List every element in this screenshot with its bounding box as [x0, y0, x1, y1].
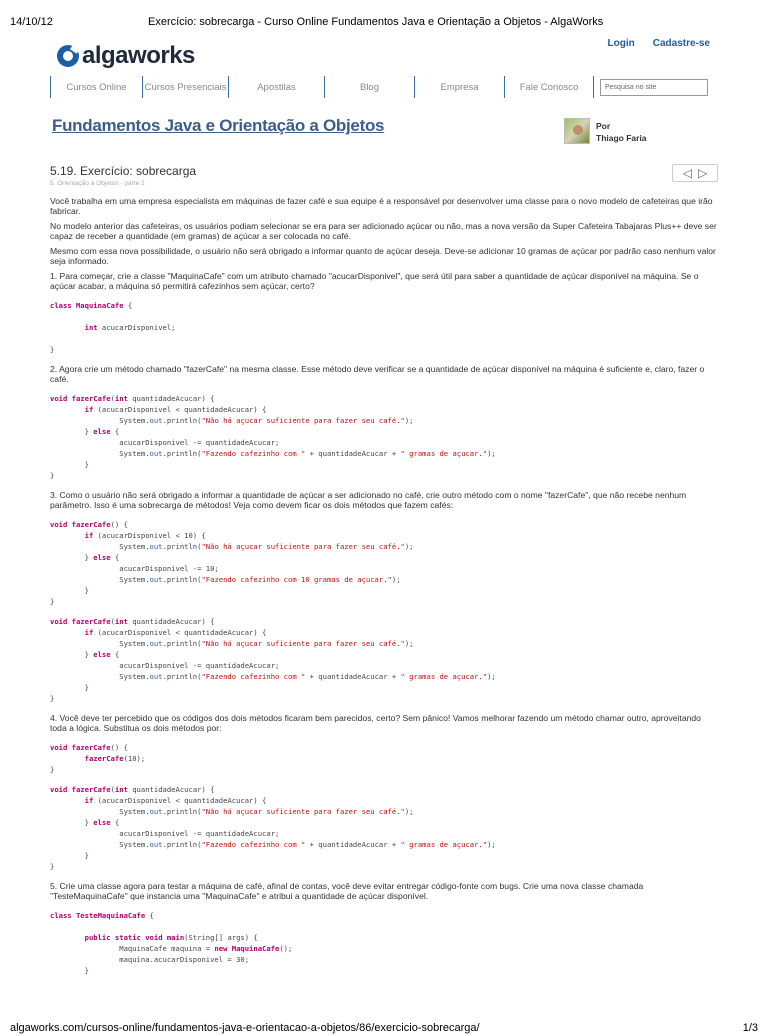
code-block	[50, 393, 718, 481]
nav-item-empresa[interactable]: Empresa	[414, 76, 504, 98]
print-footer	[10, 1022, 758, 1036]
code-line: MaquinaCafe maquina = new MaquinaCafe();	[50, 944, 293, 953]
code-line: }	[50, 694, 55, 703]
article-body	[50, 196, 718, 985]
code-line: System.out.println("Não há açucar suficiente para fazer seu café.");	[50, 807, 414, 816]
nav-item-apostilas[interactable]: Apostilas	[228, 76, 324, 98]
code-line: acucarDisponivel -= quantidadeAcucar;	[50, 661, 280, 670]
lesson-pager	[672, 164, 718, 182]
page-title[interactable]: Fundamentos Java e Orientação a Objetos	[52, 116, 385, 135]
code-line: fazerCafe(10);	[84, 754, 146, 763]
paragraph: 2. Agora crie um método chamado "fazerCafe" na mesma classe. Esse método deve verificar se a quantidade de açúcar disponível na máquina é suficiente e, claro, fazer o café.	[50, 364, 705, 384]
code-line: maquina.acucarDisponivel = 30;	[50, 955, 250, 964]
print-header	[10, 16, 758, 30]
code-line: acucarDisponivel -= quantidadeAcucar;	[50, 438, 280, 447]
register-link[interactable]: Cadastre-se	[652, 38, 710, 49]
code-line	[50, 921, 718, 932]
code-line: }	[50, 597, 55, 606]
code-line: }	[50, 683, 89, 692]
code-line: if (acucarDisponivel < quantidadeAcucar) {	[84, 796, 267, 805]
code-line: } else {	[50, 553, 120, 562]
code-line: public static void main(String[] args) {	[84, 933, 258, 942]
code-line: acucarDisponivel -= 10;	[50, 564, 219, 573]
paragraph: Mesmo com essa nova possibilidade, o usuário não será obrigado a informar quanto de açúcar deseja. Deve-se adicionar 10 gramas de açúcar por padrão caso nenhum valor seja informado.	[50, 246, 716, 266]
code-line	[50, 311, 718, 322]
code-block	[50, 519, 718, 607]
code-line: if (acucarDisponivel < quantidadeAcucar) {	[84, 405, 267, 414]
code-line: acucarDisponivel -= quantidadeAcucar;	[50, 829, 280, 838]
paragraph: No modelo anterior das cafeteiras, os usuários podiam selecionar se era para ser adicionado açúcar ou não, mas a nova versão da Super Cafeteira Tabajaras Plus++ deve ser capaz de receber a quantidade (em gramas) de açúcar a ser colocada no café.	[50, 221, 717, 241]
nav-item-blog[interactable]: Blog	[324, 76, 414, 98]
logo-text: algaworks	[82, 42, 195, 69]
login-link[interactable]: Login	[607, 38, 635, 49]
code-line: System.out.println("Fazendo cafezinho com " + quantidadeAcucar + " gramas de açucar.");	[50, 672, 496, 681]
algaworks-logo[interactable]	[57, 42, 195, 70]
code-line: } else {	[50, 427, 120, 436]
code-line: System.out.println("Não há açucar suficiente para fazer seu café.");	[50, 639, 414, 648]
code-line: void fazerCafe(int quantidadeAcucar) {	[50, 394, 215, 403]
section-title: 5.19. Exercício: sobrecarga	[50, 164, 197, 178]
code-line	[50, 333, 718, 344]
paragraph: 1. Para começar, crie a classe "MaquinaCafe" com um atributo chamado "acucarDisponivel", que será útil para saber a quantidade de açúcar disponível na máquina. Se o açúcar acabar, a máquina só permitirá cafezinhos sem açúcar, certo?	[50, 271, 699, 291]
code-line: } else {	[50, 650, 120, 659]
print-url: algaworks.com/cursos-online/fundamentos-java-e-orientacao-a-objetos/86/exercicio-sobrecarga/	[10, 1022, 480, 1034]
next-arrow-icon[interactable]: ▷	[698, 166, 708, 180]
code-line: }	[50, 460, 89, 469]
nav-item-fale-conosco[interactable]: Fale Conosco	[504, 76, 594, 98]
code-line: void fazerCafe(int quantidadeAcucar) {	[50, 785, 215, 794]
paragraph: Você trabalha em uma empresa especialista em máquinas de fazer café e sua equipe é a responsável por desenvolver uma classe para o novo modelo de cafeteiras que irão fabricar.	[50, 196, 713, 216]
previous-arrow-icon[interactable]: ◁	[682, 166, 692, 180]
code-line: }	[50, 586, 89, 595]
algaworks-logo-icon	[57, 45, 79, 67]
code-line: System.out.println("Fazendo cafezinho com " + quantidadeAcucar + " gramas de açucar.");	[50, 840, 496, 849]
code-line: int acucarDisponivel;	[84, 323, 176, 332]
code-block	[50, 616, 718, 704]
code-block	[50, 910, 718, 976]
avatar[interactable]	[564, 118, 590, 144]
code-line: }	[50, 765, 55, 774]
code-line: class TesteMaquinaCafe {	[50, 911, 154, 920]
code-line: void fazerCafe() {	[50, 520, 128, 529]
code-line: void fazerCafe(int quantidadeAcucar) {	[50, 617, 215, 626]
author-box	[564, 118, 647, 144]
nav-item-cursos-presenciais[interactable]: Cursos Presenciais	[142, 76, 228, 98]
code-line: }	[50, 862, 55, 871]
code-line: } else {	[50, 818, 120, 827]
print-date: 14/10/12	[10, 16, 53, 28]
author-name[interactable]: Thiago Faria	[596, 133, 647, 143]
author-info	[596, 118, 647, 144]
code-line: }	[50, 345, 55, 354]
code-line: if (acucarDisponivel < 10) {	[84, 531, 206, 540]
code-line: System.out.println("Não há açucar suficiente para fazer seu café.");	[50, 542, 414, 551]
code-line: }	[50, 471, 55, 480]
code-line: void fazerCafe() {	[50, 743, 128, 752]
code-line: }	[50, 966, 89, 975]
code-block	[50, 784, 718, 872]
paragraph: 4. Você deve ter percebido que os códigos dos dois métodos ficaram bem parecidos, certo? Sem pânico! Vamos melhorar fazendo um método chamar outro, aproveitando toda a lógica. Substitua os dois métodos por:	[50, 713, 701, 733]
code-line: }	[50, 851, 89, 860]
search-input[interactable]: Pesquisa no site	[600, 79, 708, 96]
author-label: Por	[596, 121, 611, 131]
nav-item-cursos-online[interactable]: Cursos Online	[50, 76, 142, 98]
code-line: System.out.println("Não há açucar suficiente para fazer seu café.");	[50, 416, 414, 425]
auth-links	[608, 38, 710, 49]
code-line: if (acucarDisponivel < quantidadeAcucar) {	[84, 628, 267, 637]
print-page-title: Exercício: sobrecarga - Curso Online Fundamentos Java e Orientação a Objetos - AlgaWorks	[148, 16, 604, 28]
paragraph: 3. Como o usuário não será obrigado a informar a quantidade de açúcar a ser adicionado no café, crie outro método com o nome "fazerCafe", que não recebe nenhum parâmetro. Isso é uma sobrecarga de métodos! Veja como devem ficar os dois métodos que fazem cafés:	[50, 490, 687, 510]
paragraph: 5. Crie uma classe agora para testar a máquina de café, afinal de contas, você deve evitar entregar código-fonte com bugs. Crie uma nova classe chamada "TesteMaquinaCafe" que instancia uma "MaquinaCafe" e atribui a quantidade de açúcar disponível.	[50, 881, 644, 901]
code-block	[50, 300, 718, 355]
code-block	[50, 742, 718, 775]
code-line: System.out.println("Fazendo cafezinho com 10 gramas de açucar.");	[50, 575, 401, 584]
code-line: class MaquinaCafe {	[50, 301, 133, 310]
print-page-number: 1/3	[742, 1022, 758, 1034]
breadcrumb[interactable]: 5. Orientação a Objetos - parte 2	[50, 180, 145, 187]
main-nav	[50, 76, 710, 98]
code-line: System.out.println("Fazendo cafezinho com " + quantidadeAcucar + " gramas de açucar.");	[50, 449, 496, 458]
